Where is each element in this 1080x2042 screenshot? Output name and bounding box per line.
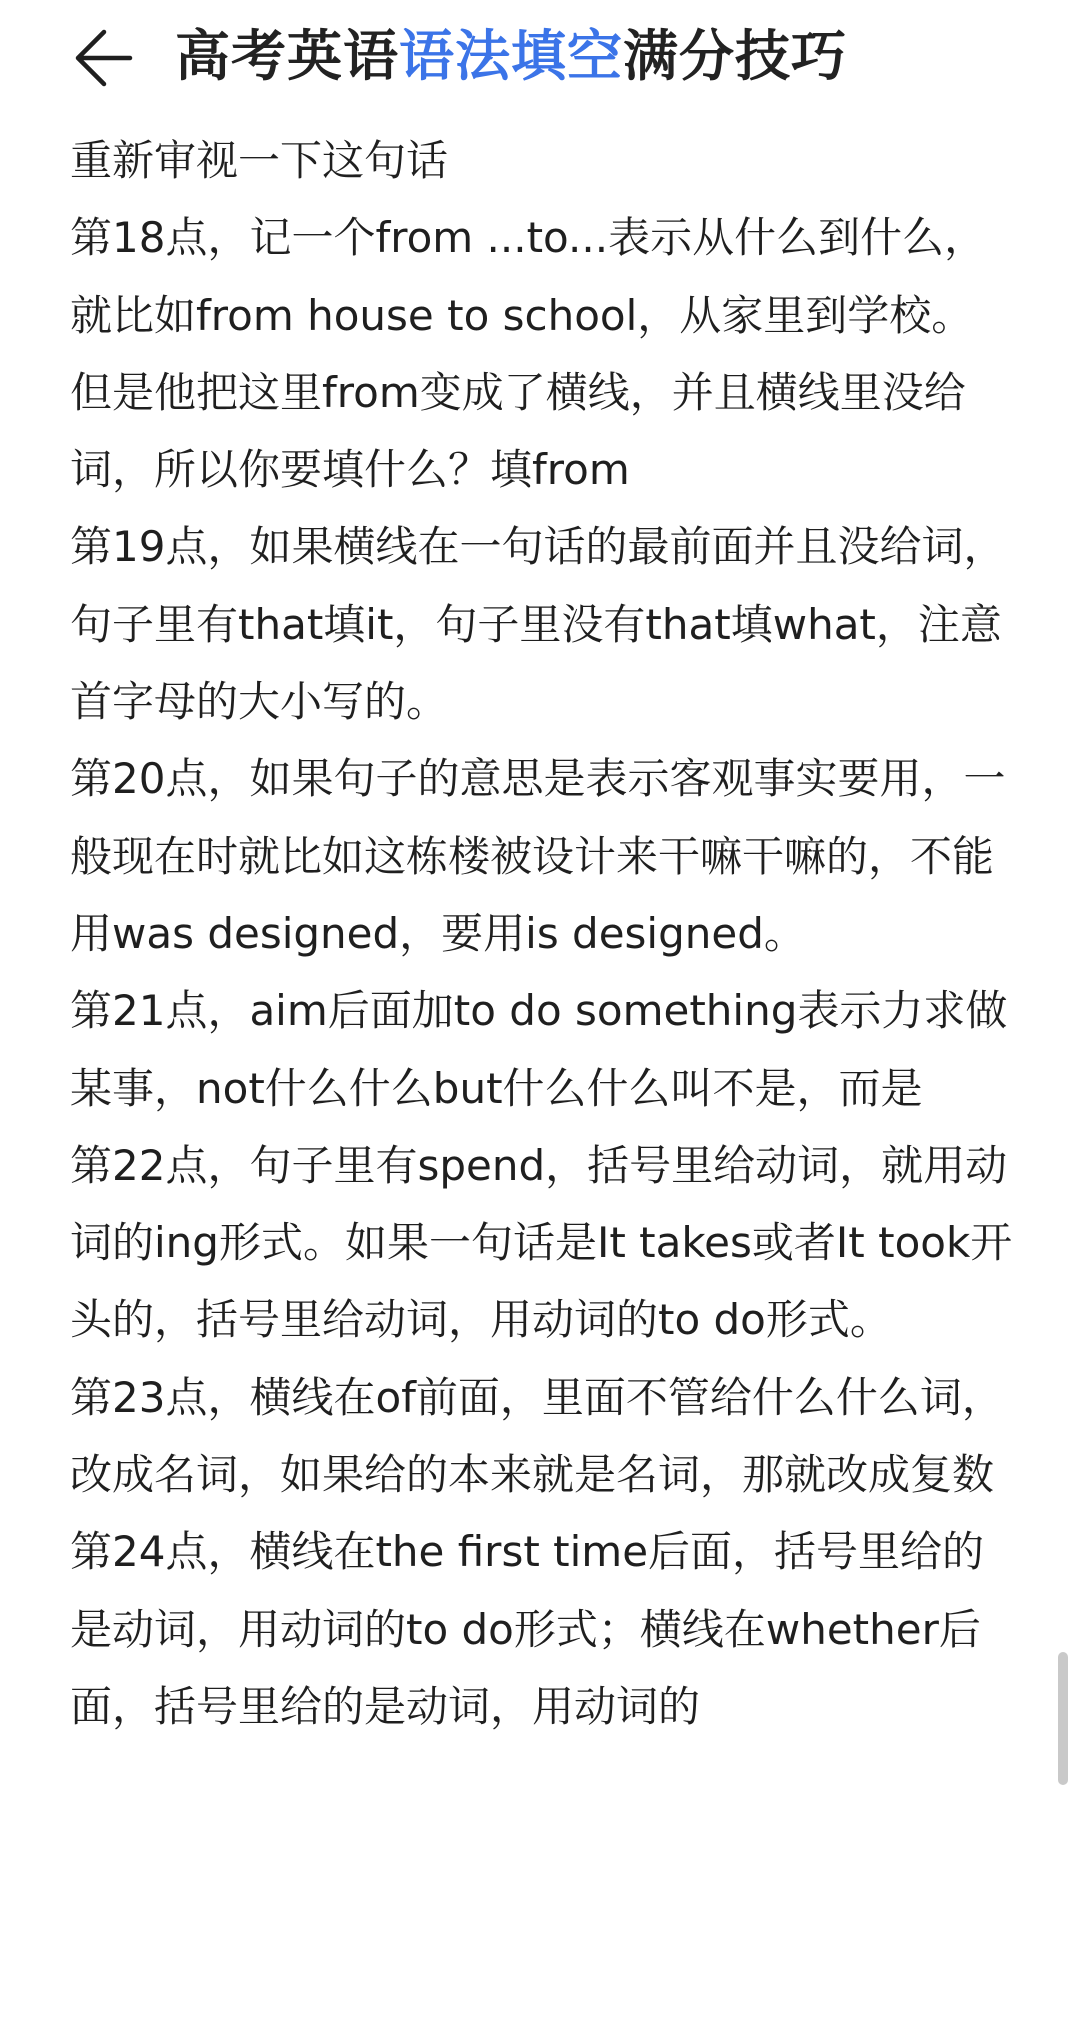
title-suffix: 满分技巧 xyxy=(623,24,848,88)
paragraph-intro: 重新审视一下这句话 xyxy=(70,136,449,185)
paragraph-point-24: 第24点，横线在the first time后面，括号里给的是动词，用动词的to do形式；横线在whether后面，括号里给的是动词，用动词的 xyxy=(70,1527,985,1731)
paragraph-point-20: 第20点，如果句子的意思是表示客观事实要用，一般现在时就比如这栋楼被设计来干嘛干嘛的，不能用was designed，要用is designed。 xyxy=(70,754,1006,958)
paragraph-point-18: 第18点，记一个from ...to...表示从什么到什么，就比如from house to school，从家里到学校。但是他把这里from变成了横线，并且横线里没给词，所以你要填什么？填from xyxy=(70,213,987,495)
article-body xyxy=(70,122,1015,1745)
arrow-left-icon xyxy=(68,22,140,94)
paragraph-point-23: 第23点，横线在of前面，里面不管给什么什么词，改成名词，如果给的本来就是名词，那就改成复数 xyxy=(70,1372,1004,1500)
title-prefix: 高考英语 xyxy=(175,24,400,88)
page-title xyxy=(175,16,847,96)
paragraph-point-21: 第21点，aim后面加to do something表示力求做某事，not什么什么but什么什么叫不是，而是 xyxy=(70,986,1008,1113)
title-highlight: 语法填空 xyxy=(399,24,624,88)
scrollbar-thumb[interactable] xyxy=(1058,1652,1068,1785)
top-bar xyxy=(0,0,1080,115)
back-button[interactable] xyxy=(68,22,140,94)
paragraph-point-19: 第19点，如果横线在一句话的最前面并且没给词，句子里有that填it，句子里没有that填what，注意首字母的大小写的。 xyxy=(70,522,1006,727)
paragraph-point-22: 第22点，句子里有spend，括号里给动词，就用动词的ing形式。如果一句话是It takes或者It took开头的，括号里给动词，用动词的to do形式。 xyxy=(70,1140,1013,1345)
